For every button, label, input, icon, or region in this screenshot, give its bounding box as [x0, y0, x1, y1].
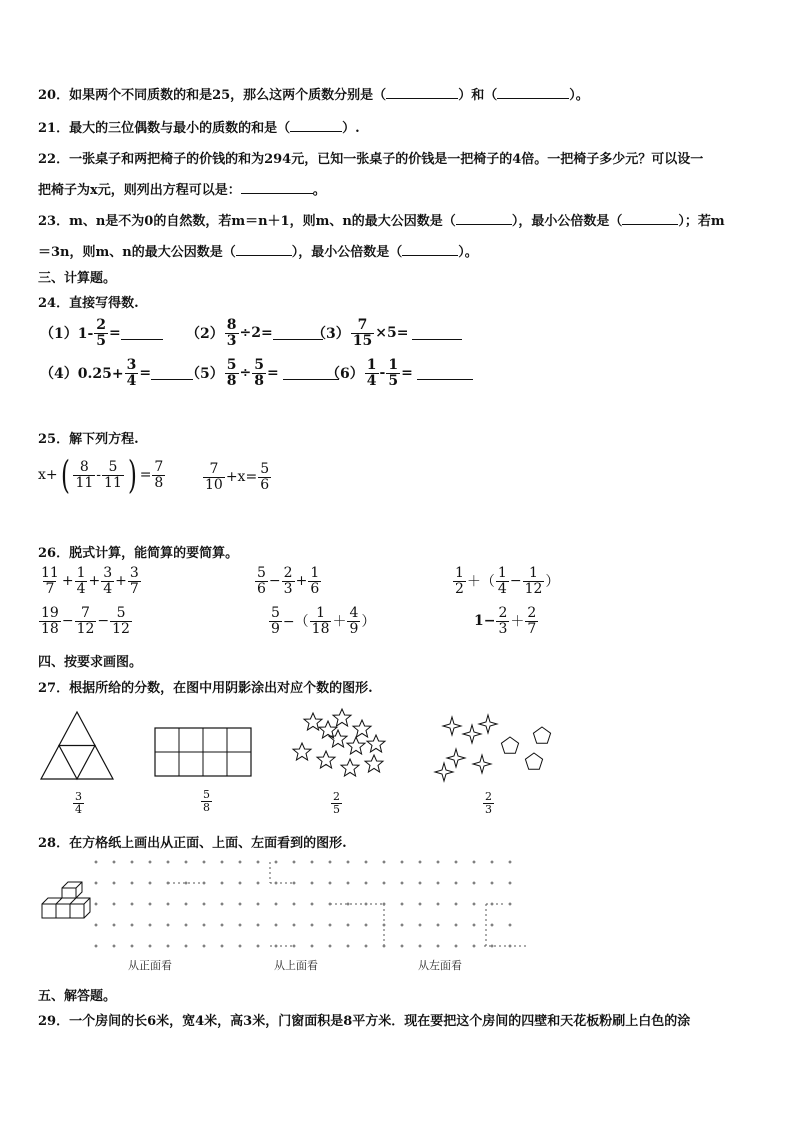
fraction: $\frac{5}{8}$: [226, 357, 237, 389]
rectangle-grid-figure[interactable]: [154, 727, 252, 777]
answer-blank[interactable]: [121, 327, 163, 340]
q24-item-3: （3） $\frac{7}{15}$ ×5=: [312, 318, 462, 348]
q26-expression-5: $\frac{5}{9}$ −（ $\frac{1}{18}$ ＋ $\frac{4}{9}$ ）: [271, 605, 376, 637]
question-24: 24．直接写得数.: [38, 296, 139, 311]
question-29: 29．一个房间的长6米，宽4米，高3米，门窗面积是8平方米．现在要把这个房间的四壁和天花板粉刷上白色的涂: [38, 1014, 691, 1029]
answer-blank[interactable]: [622, 212, 678, 225]
fraction: $\frac{2}{5}$: [96, 317, 107, 349]
triangle-figure[interactable]: [40, 711, 114, 781]
stars-figure[interactable]: [290, 708, 390, 784]
answer-blank[interactable]: [386, 86, 458, 99]
fraction-label: $\frac{2}{3}$: [485, 790, 492, 816]
fraction: $\frac{7}{15}$: [352, 317, 373, 349]
fraction: $\frac{5}{6}$: [260, 461, 270, 493]
q26-expression-4: $\frac{19}{18}$ − $\frac{7}{12}$ − $\frac{5}{12}$: [41, 605, 130, 637]
label-left-view: 从左面看: [418, 959, 462, 972]
answer-blank[interactable]: [497, 86, 569, 99]
section-3-heading: 三、计算题。: [38, 271, 117, 286]
q26-expression-3: $\frac{1}{2}$ ＋（ $\frac{1}{4}$ − $\frac{1}{12}$ ）: [455, 565, 560, 597]
q25-equation-2: $\frac{7}{10}$ +x= $\frac{5}{6}$: [205, 461, 270, 493]
q26-expression-1: $\frac{11}{7}$ + $\frac{1}{4}$ + $\frac{3}{4}$ + $\frac{3}{7}$: [41, 565, 139, 597]
label-top-view: 从上面看: [274, 959, 318, 972]
fraction-label: $\frac{5}{8}$: [203, 788, 210, 814]
answer-blank[interactable]: [456, 212, 512, 225]
label-front-view: 从正面看: [128, 959, 172, 972]
fraction: $\frac{3}{4}$: [126, 357, 137, 389]
cube-stack-figure: [40, 880, 96, 922]
question-22-line2: 把椅子为x元，则列出方程可以是： 。: [38, 183, 326, 198]
question-25: 25．解下列方程.: [38, 432, 139, 447]
question-23-line1: 23．m、n是不为0的自然数，若m＝n＋1，则m、n的最大公因数是（ ），最小公倍数是（ ）；若m: [38, 214, 725, 229]
question-20: 20．如果两个不同质数的和是25，那么这两个质数分别是（ ）和（ ）。: [38, 88, 589, 103]
question-21: 21．最大的三位偶数与最小的质数的和是（ ）.: [38, 121, 360, 136]
fraction-label: $\frac{3}{4}$: [75, 790, 82, 816]
q24-item-6: （6） $\frac{1}{4}$ - $\frac{1}{5}$ =: [326, 358, 473, 388]
section-4-heading: 四、按要求画图。: [38, 655, 143, 670]
q24-item-1: （1）1- $\frac{2}{5}$ =: [40, 318, 163, 348]
section-5-heading: 五、解答题。: [38, 989, 117, 1004]
four-point-stars-and-pentagons-figure[interactable]: [436, 712, 558, 784]
question-22-line1: 22．一张桌子和两把椅子的价钱的和为294元，已知一张桌子的价钱是一把椅子的4倍。一把椅子多少元？可以设一: [38, 152, 704, 167]
fraction: $\frac{5}{8}$: [254, 357, 264, 389]
question-23-line2: ＝3n，则m、n的最大公因数是（ ），最小公倍数是（ ）。: [38, 245, 478, 260]
answer-blank[interactable]: [290, 119, 342, 132]
answer-blank[interactable]: [417, 367, 473, 380]
fraction-label: $\frac{2}{5}$: [333, 790, 340, 816]
fraction: $\frac{8}{11}$: [75, 458, 94, 491]
answer-blank[interactable]: [241, 181, 313, 194]
answer-blank[interactable]: [402, 243, 458, 256]
question-26: 26．脱式计算，能简算的要简算。: [38, 546, 239, 561]
dot-grid-paper[interactable]: [94, 858, 528, 950]
fraction: $\frac{5}{11}$: [104, 458, 122, 491]
answer-blank[interactable]: [412, 327, 462, 340]
question-28: 28．在方格纸上画出从正面、上面、左面看到的图形.: [38, 836, 347, 851]
fraction: $\frac{1}{5}$: [388, 357, 399, 389]
fraction: $\frac{8}{3}$: [226, 317, 237, 349]
q26-expression-6: 1− $\frac{2}{3}$ ＋ $\frac{2}{7}$: [474, 605, 537, 637]
fraction: $\frac{7}{8}$: [154, 458, 164, 491]
fraction: $\frac{7}{10}$: [205, 461, 223, 493]
q25-equation-1: x+ ( $\frac{8}{11}$ - $\frac{5}{11}$ ) = $\frac{7}{8}$: [38, 453, 164, 497]
fraction: $\frac{1}{4}$: [366, 357, 377, 389]
q24-item-5: （5） $\frac{5}{8}$ ÷ $\frac{5}{8}$ =: [186, 358, 339, 388]
q26-expression-2: $\frac{5}{6}$ − $\frac{2}{3}$ + $\frac{1}{6}$: [257, 565, 320, 597]
question-27: 27．根据所给的分数，在图中用阴影涂出对应个数的图形.: [38, 681, 373, 696]
answer-blank[interactable]: [236, 243, 292, 256]
q24-item-4: （4）0.25+ $\frac{3}{4}$ =: [40, 358, 193, 388]
q24-item-2: （2） $\frac{8}{3}$ ÷2=: [186, 318, 323, 348]
